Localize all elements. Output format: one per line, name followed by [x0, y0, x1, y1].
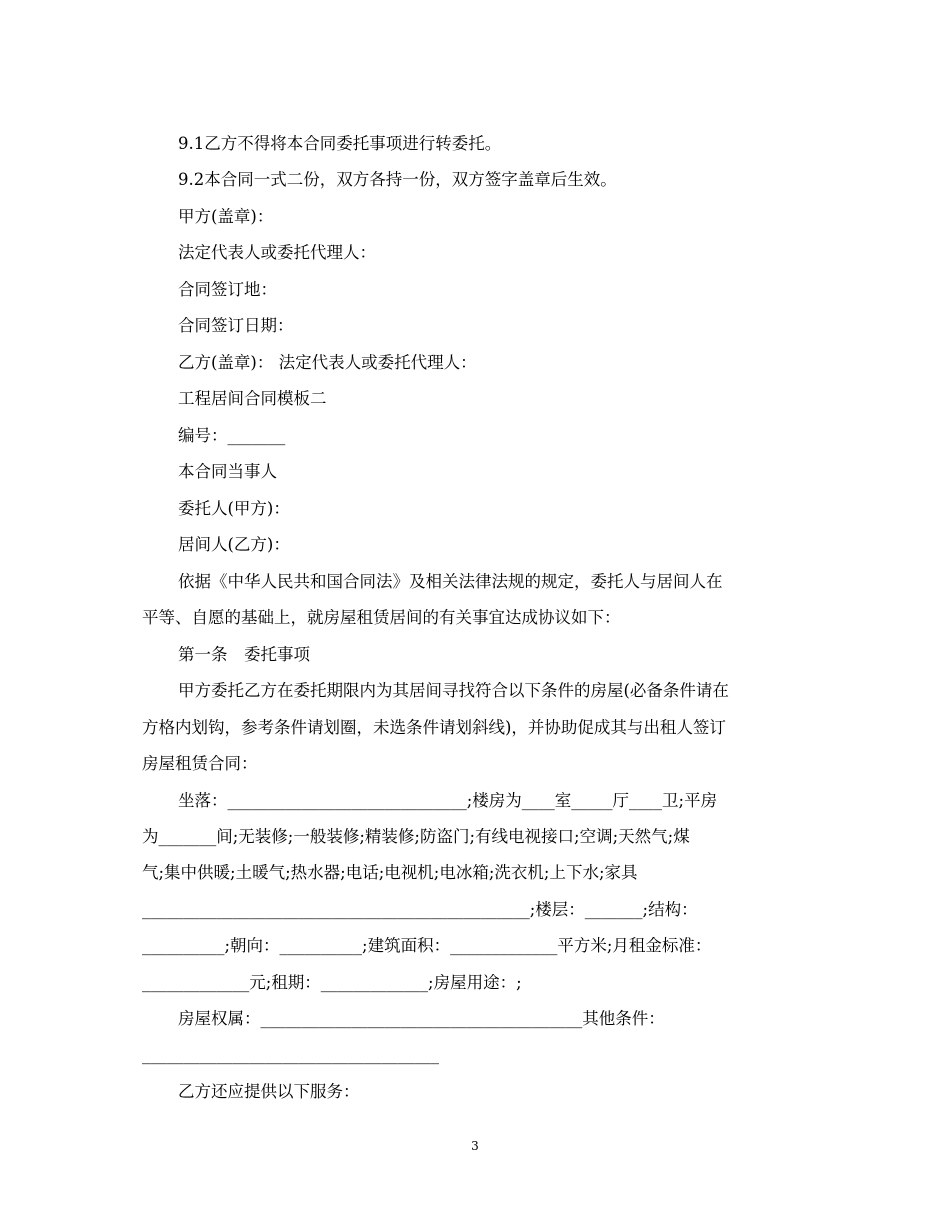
article-1-heading: 第一条 委托事项 — [178, 645, 310, 664]
property-details-line-1: 坐落：_____________________________;楼房为____室_____厅____卫;平房 — [178, 791, 718, 810]
client-party: 委托人(甲方)： — [178, 499, 290, 518]
template-title: 工程居间合同模板二 — [178, 389, 327, 408]
entrust-paragraph-line-2: 方格内划钩，参考条件请划圈，未选条件请划斜线)，并协助促成其与出租人签订 — [142, 718, 726, 737]
intermediary-party: 居间人(乙方)： — [178, 535, 290, 554]
legal-representative: 法定代表人或委托代理人： — [178, 243, 376, 262]
entrust-paragraph-line-1: 甲方委托乙方在委托期限内为其居间寻找符合以下条件的房屋(必备条件请在 — [178, 681, 729, 700]
property-details-line-5: __________;朝向：__________;建筑面积：_____________平方米;月租金标准： — [142, 936, 712, 955]
basis-paragraph-line-2: 平等、自愿的基础上，就房屋租赁居间的有关事宜达成协议如下： — [142, 608, 621, 627]
additional-services: 乙方还应提供以下服务： — [178, 1082, 360, 1101]
property-details-line-3: 气;集中供暖;土暖气;热水器;电话;电视机;电冰箱;洗衣机;上下水;家具 — [142, 863, 638, 882]
clause-9-2: 9.2本合同一式二份，双方各持一份，双方签字盖章后生效。 — [178, 170, 617, 189]
basis-paragraph-line-1: 依据《中华人民共和国合同法》及相关法律法规的规定，委托人与居间人在 — [178, 572, 723, 591]
clause-9-1: 9.1乙方不得将本合同委托事项进行转委托。 — [178, 134, 502, 153]
property-details-line-6: _____________元;租期：_____________;房屋用途：; — [142, 973, 522, 992]
property-details-line-2: 为_______间;无装修;一般装修;精装修;防盗门;有线电视接口;空调;天然气;煤 — [142, 827, 690, 846]
signing-place: 合同签订地： — [178, 280, 277, 299]
party-b-seal: 乙方(盖章)： 法定代表人或委托代理人： — [178, 353, 477, 372]
page-number: 3 — [471, 1139, 479, 1153]
signing-date: 合同签订日期： — [178, 316, 294, 335]
ownership-line: 房屋权属：_______________________________________其他条件： — [178, 1009, 665, 1028]
parties-heading: 本合同当事人 — [178, 462, 277, 481]
entrust-paragraph-line-3: 房屋租赁合同： — [142, 754, 258, 773]
contract-number: 编号：_______ — [178, 426, 286, 445]
party-a-seal: 甲方(盖章)： — [178, 207, 274, 226]
property-details-line-4: _______________________________________________;楼层：_______;结构： — [142, 900, 698, 919]
other-conditions-blank: ____________________________________ — [142, 1045, 439, 1064]
